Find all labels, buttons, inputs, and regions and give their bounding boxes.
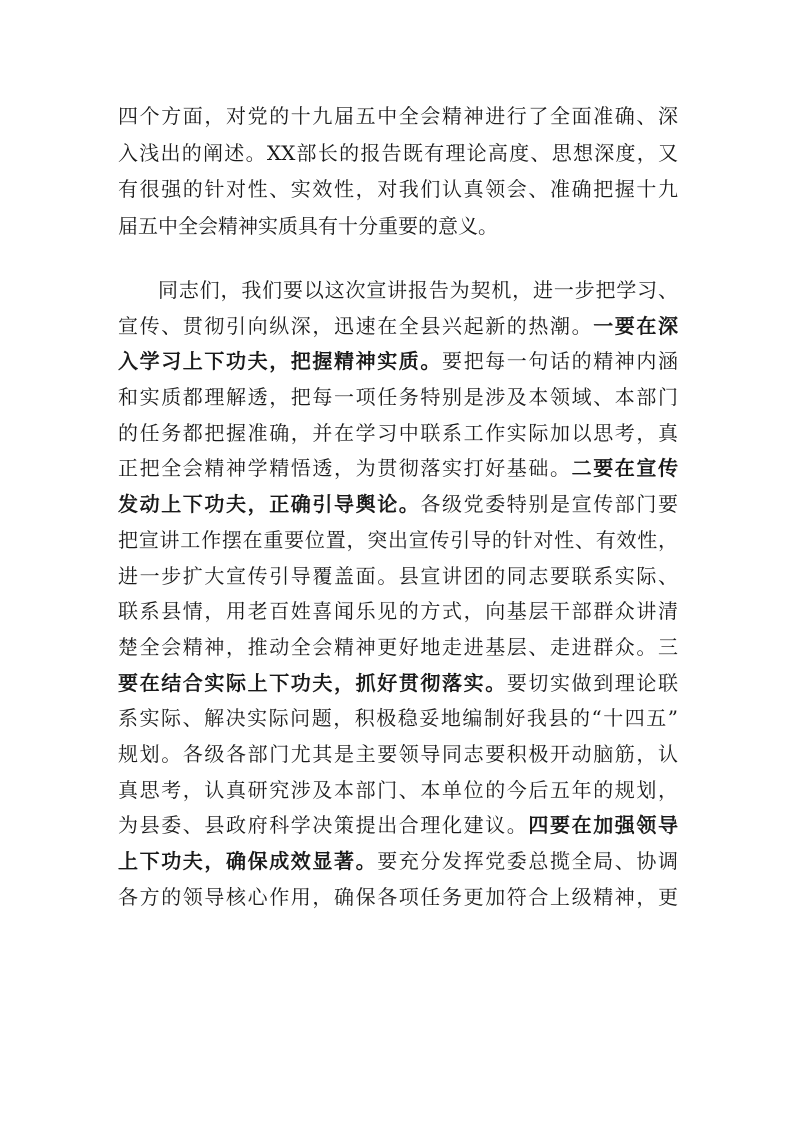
paragraph-1-line: 四个方面，对党的十九届五中全会精神进行了全面准确、深 (118, 104, 678, 128)
emphasis-text: 入学习上下功夫，把握精神实质。 (118, 349, 442, 374)
paragraph-1-line: 入浅出的阐述。XX部长的报告既有理论高度、思想深度，又 (118, 140, 678, 165)
body-text: 系实际、解决实际问题，积极稳妥地编制好我县的“十四五” (118, 706, 678, 731)
paragraph-2-line (118, 594, 678, 630)
body-text: 要把每一句话的精神内涵 (442, 349, 678, 374)
body-text: 要充分发挥党委总揽全局、协调 (377, 849, 679, 873)
body-text: 各方的领导核心作用，确保各项任务更加符合上级精神，更 (118, 884, 678, 909)
body-text: 联系县情，用老百姓喜闻乐见的方式，向基层干部群众讲清 (118, 599, 678, 624)
body-text: 宣传、贯彻引向纵深，迅速在全县兴起新的热潮。 (118, 313, 594, 338)
paragraph-2-line (118, 380, 678, 416)
emphasis-text: 四要在加强领导 (528, 813, 679, 838)
body-text: 的任务都把握准确，并在学习中联系工作实际加以思考，真 (118, 420, 678, 445)
paragraph-2-line (118, 808, 678, 844)
paragraph-2-line (118, 630, 678, 666)
paragraph-1-line: 有很强的针对性、实效性，对我们认真领会、准确把握十九 (118, 177, 678, 201)
paragraph-2 (118, 273, 678, 915)
paragraph-1 (118, 98, 678, 244)
paragraph-2-line (118, 701, 678, 737)
paragraph-2-line (118, 559, 678, 595)
paragraph-2-line (118, 416, 678, 452)
body-text: 和实质都理解透，把每一项任务特别是涉及本领域、本部门 (118, 385, 678, 410)
paragraph-2-line (118, 773, 678, 809)
paragraph-2-line (118, 880, 678, 916)
body-text: 同志们，我们要以这次宣讲报告为契机，进一步把学习、 (158, 278, 678, 302)
emphasis-text: 发动上下功夫，正确引导舆论。 (118, 492, 421, 517)
emphasis-text: 二要在宣传 (571, 456, 679, 481)
paragraph-2-line (118, 451, 678, 487)
body-text: 楚全会精神，推动全会精神更好地走进基层、走进群众。三 (118, 634, 678, 659)
body-text: 把宣讲工作摆在重要位置，突出宣传引导的针对性、有效性， (118, 527, 678, 552)
body-text: 各级党委特别是宣传部门要 (420, 492, 679, 517)
paragraph-2-line (118, 273, 678, 309)
emphasis-text: 上下功夫，确保成效显著。 (118, 849, 378, 873)
emphasis-text: 要在结合实际上下功夫，抓好贯彻落实。 (118, 670, 507, 695)
paragraph-2-line (118, 309, 678, 345)
emphasis-text: 一要在深 (593, 313, 679, 338)
body-text: 进一步扩大宣传引导覆盖面。县宣讲团的同志要联系实际、 (118, 563, 678, 588)
body-text: 为县委、县政府科学决策提出合理化建议。 (118, 813, 529, 838)
body-text: 要切实做到理论联 (506, 670, 679, 695)
paragraph-1-line: 届五中全会精神实质具有十分重要的意义。 (118, 213, 498, 238)
body-text: 真思考，认真研究涉及本部门、本单位的今后五年的规划， (118, 777, 678, 802)
paragraph-2-line (118, 523, 678, 559)
body-text: 规划。各级各部门尤其是主要领导同志要积极开动脑筋，认 (118, 741, 678, 766)
paragraph-2-line (118, 666, 678, 702)
paragraph-2-line (118, 344, 678, 380)
paragraph-2-line (118, 737, 678, 773)
paragraph-2-line (118, 844, 678, 880)
body-text: 正把全会精神学精悟透，为贯彻落实打好基础。 (118, 456, 572, 481)
paragraph-2-line (118, 487, 678, 523)
